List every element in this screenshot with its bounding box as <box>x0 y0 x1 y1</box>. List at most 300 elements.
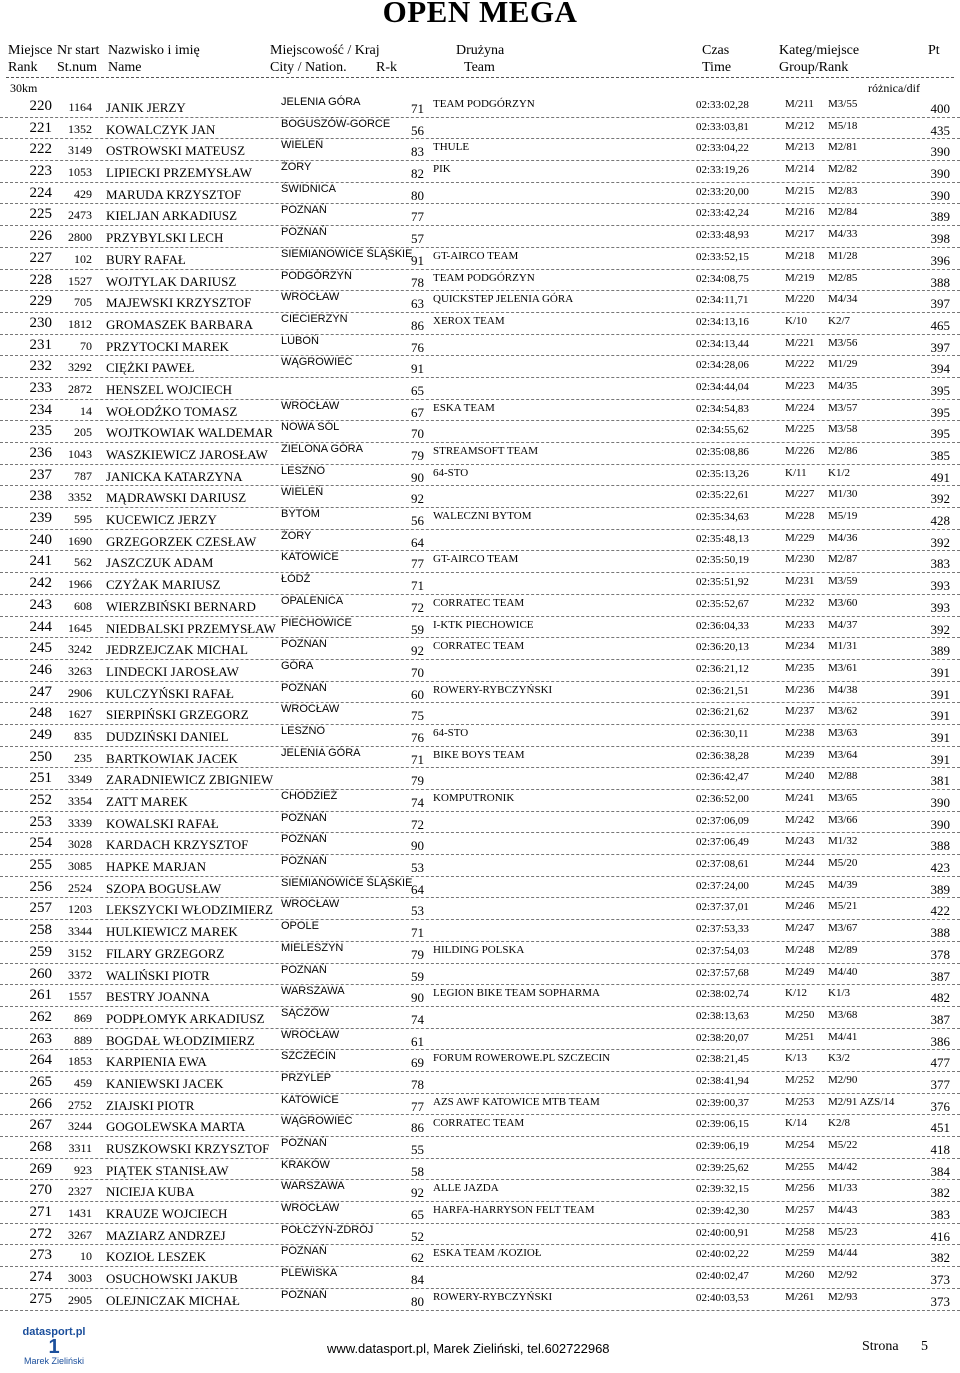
birth-year-cell: 83 <box>411 144 424 160</box>
points-cell: 451 <box>930 1120 950 1136</box>
start-number-cell: 3149 <box>68 143 92 158</box>
footer-site: www.datasport.pl, Marek Zieliński, tel.602722968 <box>327 1341 610 1356</box>
group-rank-cell: M2/84 <box>828 206 858 219</box>
name-cell: PIĄTEK STANISŁAW <box>106 1162 229 1178</box>
page-title: OPEN MEGA <box>382 0 578 29</box>
rank-cell: 244 <box>29 618 52 635</box>
start-number-cell: 2524 <box>68 880 92 895</box>
header-team-en: Team <box>464 60 495 75</box>
group-rank-cell: K2/7 <box>828 314 850 327</box>
start-number-cell: 1043 <box>68 447 92 461</box>
time-cell: 02:40:02,22 <box>696 1248 749 1261</box>
birth-year-cell: 78 <box>411 1076 424 1092</box>
category-cell: M/212 <box>785 119 815 132</box>
category-cell: M/222 <box>785 358 815 371</box>
start-number-cell: 1627 <box>68 707 92 722</box>
team-cell: XEROX TEAM <box>433 314 505 327</box>
team-cell: KOMPUTRONIK <box>433 792 515 804</box>
category-cell: M/260 <box>785 1269 815 1282</box>
birth-year-cell: 62 <box>411 1250 424 1266</box>
start-number-cell: 1966 <box>68 577 92 592</box>
category-cell: M/224 <box>785 401 815 414</box>
city-cell: OPOLE <box>281 920 319 933</box>
category-cell: M/252 <box>785 1073 815 1086</box>
team-cell: WALECZNI BYTOM <box>433 510 532 523</box>
rank-cell: 232 <box>29 358 52 375</box>
name-cell: GROMASZEK BARBARA <box>106 316 253 332</box>
points-cell: 383 <box>930 556 950 572</box>
time-cell: 02:40:00,91 <box>696 1226 749 1239</box>
birth-year-cell: 56 <box>411 122 424 138</box>
category-cell: M/239 <box>785 748 815 761</box>
start-number-cell: 3085 <box>68 859 92 874</box>
team-cell: ALLE JAZDA <box>433 1182 499 1195</box>
birth-year-cell: 77 <box>411 556 424 572</box>
city-cell: SIEMIANOWICE ŚLĄSKIE <box>281 876 413 889</box>
time-cell: 02:33:19,26 <box>696 164 749 177</box>
category-cell: M/246 <box>785 900 815 913</box>
name-cell: KARPIENIA EWA <box>106 1054 207 1070</box>
name-cell: WASZKIEWICZ JAROSŁAW <box>106 447 268 462</box>
city-cell: JELENIA GÓRA <box>281 746 361 759</box>
time-cell: 02:33:42,24 <box>696 207 749 220</box>
rank-cell: 251 <box>29 770 52 787</box>
time-cell: 02:33:52,15 <box>696 250 749 263</box>
city-cell: BYTOM <box>281 508 320 521</box>
table-row <box>0 1050 960 1072</box>
group-rank-cell: M3/60 <box>828 596 858 609</box>
team-cell: I-KTK PIECHOWICE <box>433 618 534 631</box>
start-number-cell: 923 <box>74 1162 92 1177</box>
name-cell: OLEJNICZAK MICHAŁ <box>106 1292 240 1308</box>
header-time-pl: Czas <box>702 43 730 58</box>
table-row <box>0 161 960 183</box>
time-cell: 02:35:52,67 <box>696 597 749 610</box>
rank-cell: 271 <box>29 1204 52 1221</box>
name-cell: BARTKOWIAK JACEK <box>106 750 238 766</box>
category-cell: M/232 <box>785 596 815 609</box>
birth-year-cell: 64 <box>411 534 424 550</box>
table-row <box>0 1029 960 1051</box>
points-cell: 400 <box>930 101 950 116</box>
rank-cell: 252 <box>29 792 52 808</box>
birth-year-cell: 59 <box>411 621 424 637</box>
header-pt: Pt <box>928 43 940 58</box>
name-cell: JASZCZUK ADAM <box>106 555 214 571</box>
group-rank-cell: M2/90 <box>828 1073 858 1086</box>
start-number-cell: 102 <box>74 251 92 266</box>
time-cell: 02:34:54,83 <box>696 402 749 415</box>
birth-year-cell: 71 <box>411 925 424 941</box>
time-cell: 02:35:34,63 <box>696 511 749 524</box>
rank-cell: 230 <box>29 314 52 331</box>
time-cell: 02:35:48,13 <box>696 532 749 545</box>
group-rank-cell: M2/93 <box>828 1290 858 1303</box>
table-row <box>0 898 960 920</box>
time-cell: 02:35:08,86 <box>696 446 749 458</box>
birth-year-cell: 91 <box>411 361 424 377</box>
group-rank-cell: M3/63 <box>828 726 858 739</box>
rank-cell: 272 <box>29 1225 52 1242</box>
category-cell: K/11 <box>785 466 807 479</box>
header-num-pl: Nr start <box>57 43 100 58</box>
points-cell: 383 <box>930 1207 950 1223</box>
category-cell: M/213 <box>785 141 815 154</box>
points-cell: 391 <box>930 686 950 702</box>
table-row <box>0 638 960 660</box>
header-cat-en: Group/Rank <box>779 60 849 75</box>
table-row <box>0 226 960 248</box>
start-number-cell: 1645 <box>68 620 92 635</box>
name-cell: SIERPIŃSKI GRZEGORZ <box>106 707 249 723</box>
time-cell: 02:39:06,15 <box>696 1118 749 1131</box>
points-cell: 465 <box>930 317 950 333</box>
category-cell: K/10 <box>785 314 807 327</box>
time-cell: 02:33:02,28 <box>696 99 749 111</box>
points-cell: 391 <box>930 708 950 724</box>
birth-year-cell: 72 <box>411 816 424 832</box>
time-cell: 02:33:48,93 <box>696 229 749 242</box>
city-cell: WROCŁAW <box>281 1202 340 1215</box>
start-number-cell: 1203 <box>68 902 92 917</box>
table-row <box>0 313 960 335</box>
time-cell: 02:37:54,03 <box>696 944 749 957</box>
team-cell: 64-STO <box>433 726 469 739</box>
points-cell: 416 <box>930 1228 950 1244</box>
table-row <box>0 703 960 725</box>
table-row <box>0 183 960 205</box>
table-row <box>0 378 960 400</box>
table-row <box>0 486 960 508</box>
rank-cell: 245 <box>29 640 52 657</box>
table-row <box>0 985 960 1007</box>
table-row <box>0 1224 960 1246</box>
name-cell: LIPIECKI PRZEMYSŁAW <box>106 165 252 181</box>
birth-year-cell: 76 <box>411 339 424 355</box>
team-cell: HARFA-HARRYSON FELT TEAM <box>433 1204 595 1217</box>
category-cell: M/223 <box>785 379 815 392</box>
team-cell: AZS AWF KATOWICE MTB TEAM <box>433 1095 600 1108</box>
points-cell: 397 <box>930 296 950 312</box>
time-cell: 02:34:55,62 <box>696 424 749 437</box>
start-number-cell: 2327 <box>68 1184 92 1199</box>
category-cell: M/216 <box>785 206 815 219</box>
header-rank-en: Rank <box>8 60 38 75</box>
group-rank-cell: K1/2 <box>828 466 850 479</box>
city-cell: GÓRA <box>281 659 314 672</box>
name-cell: ZARADNIEWICZ ZBIGNIEW <box>106 772 274 788</box>
points-cell: 388 <box>930 925 950 941</box>
table-row <box>0 96 960 118</box>
time-cell: 02:36:38,28 <box>696 749 749 762</box>
city-cell: ŚWIDNICA <box>281 182 336 195</box>
table-row <box>0 942 960 964</box>
time-cell: 02:40:03,53 <box>696 1291 749 1304</box>
points-cell: 373 <box>930 1272 950 1288</box>
start-number-cell: 70 <box>80 338 92 353</box>
name-cell: KUCEWICZ JERZY <box>106 512 217 528</box>
start-number-cell: 205 <box>74 425 92 440</box>
name-cell: JANICKA KATARZYNA <box>106 468 243 484</box>
rank-cell: 229 <box>29 293 52 310</box>
name-cell: WALIŃSKI PIOTR <box>106 967 210 983</box>
birth-year-cell: 90 <box>411 838 424 854</box>
birth-year-cell: 56 <box>411 513 424 529</box>
city-cell: PLEWISKA <box>281 1267 338 1280</box>
table-row <box>0 1072 960 1094</box>
city-cell: WĄGROWIEC <box>281 1115 353 1128</box>
rank-cell: 274 <box>29 1269 52 1286</box>
category-cell: M/261 <box>785 1290 815 1303</box>
category-cell: M/249 <box>785 965 815 978</box>
points-cell: 391 <box>930 664 950 680</box>
birth-year-cell: 91 <box>411 252 424 268</box>
rank-cell: 231 <box>29 336 52 353</box>
rank-cell: 240 <box>29 531 52 548</box>
points-cell: 422 <box>930 903 950 919</box>
points-cell: 390 <box>930 166 950 182</box>
time-cell: 02:39:32,15 <box>696 1183 749 1196</box>
rank-cell: 233 <box>29 379 52 396</box>
start-number-cell: 14 <box>80 403 92 418</box>
group-rank-cell: M3/61 <box>828 661 858 674</box>
birth-year-cell: 64 <box>411 881 424 897</box>
footer-page-label: Strona <box>862 1339 899 1354</box>
name-cell: ZATT MAREK <box>106 794 188 809</box>
rank-cell: 255 <box>29 857 52 874</box>
points-cell: 390 <box>930 187 950 203</box>
birth-year-cell: 71 <box>411 101 424 116</box>
team-cell: ESKA TEAM /KOZIOŁ <box>433 1247 542 1260</box>
city-cell: ŻORY <box>281 529 312 542</box>
category-cell: M/254 <box>785 1139 815 1151</box>
rank-cell: 247 <box>29 683 52 700</box>
group-rank-cell: K3/2 <box>828 1052 850 1065</box>
name-cell: LEKSZYCKI WŁODZIMIERZ <box>106 902 273 918</box>
group-rank-cell: M4/39 <box>828 878 858 891</box>
name-cell: WOŁODŹKO TOMASZ <box>106 403 238 419</box>
start-number-cell: 1690 <box>68 533 92 548</box>
city-cell: CHODZIEŻ <box>281 790 338 802</box>
start-number-cell: 3263 <box>68 663 92 678</box>
points-cell: 477 <box>930 1055 950 1071</box>
start-number-cell: 3244 <box>68 1119 92 1134</box>
city-cell: PRZYLEP <box>281 1071 332 1084</box>
start-number-cell: 1812 <box>68 316 92 331</box>
table-row <box>0 118 960 140</box>
birth-year-cell: 90 <box>411 469 424 485</box>
header-city-en: City / Nation. <box>270 60 347 75</box>
start-number-cell: 608 <box>74 598 92 613</box>
table-row <box>0 1267 960 1289</box>
city-cell: POZNAŃ <box>281 226 327 239</box>
table-row <box>0 1115 960 1137</box>
name-cell: GRZEGORZEK CZESŁAW <box>106 533 257 549</box>
start-number-cell: 235 <box>74 750 92 765</box>
city-cell: KATOWICE <box>281 551 339 564</box>
time-cell: 02:37:37,01 <box>696 901 749 914</box>
birth-year-cell: 79 <box>411 448 424 463</box>
name-cell: HENSZEL WOJCIECH <box>106 381 233 397</box>
group-rank-cell: M2/87 <box>828 553 858 566</box>
birth-year-cell: 58 <box>411 1163 424 1179</box>
time-cell: 02:37:08,61 <box>696 858 749 871</box>
team-cell: CORRATEC TEAM <box>433 1117 525 1130</box>
time-cell: 02:39:25,62 <box>696 1161 749 1174</box>
start-number-cell: 3344 <box>68 924 92 939</box>
points-cell: 377 <box>930 1076 950 1092</box>
name-cell: MARUDA KRZYSZTOF <box>106 186 242 202</box>
city-cell: ŁÓDŹ <box>281 573 311 586</box>
points-cell: 394 <box>930 361 950 377</box>
time-cell: 02:34:11,71 <box>696 294 749 307</box>
rank-cell: 269 <box>29 1160 52 1177</box>
name-cell: MAJEWSKI KRZYSZTOF <box>106 295 252 311</box>
birth-year-cell: 71 <box>411 578 424 594</box>
datasport-logo <box>20 1326 88 1370</box>
points-cell: 389 <box>930 881 950 897</box>
table-row <box>0 725 960 747</box>
team-cell: HILDING POLSKA <box>433 943 525 956</box>
table-row <box>0 421 960 443</box>
time-cell: 02:36:20,13 <box>696 641 749 654</box>
start-number-cell: 459 <box>74 1075 92 1090</box>
rank-cell: 267 <box>29 1117 52 1134</box>
group-rank-cell: M3/68 <box>828 1008 858 1021</box>
start-number-cell: 705 <box>74 295 92 310</box>
group-rank-cell: M3/59 <box>828 575 858 588</box>
category-cell: M/234 <box>785 640 815 653</box>
table-row <box>0 356 960 378</box>
name-cell: BESTRY JOANNA <box>106 989 210 1005</box>
category-cell: M/217 <box>785 228 815 241</box>
start-number-cell: 429 <box>74 186 92 201</box>
points-cell: 391 <box>930 751 950 767</box>
team-cell: TEAM PODGÓRZYN <box>433 98 535 110</box>
start-number-cell: 2872 <box>68 381 92 396</box>
birth-year-cell: 82 <box>411 166 424 182</box>
city-cell: WROCŁAW <box>281 291 340 304</box>
points-cell: 382 <box>930 1185 950 1201</box>
points-cell: 392 <box>930 491 950 507</box>
rank-cell: 239 <box>29 510 52 527</box>
start-number-cell: 3292 <box>68 360 92 375</box>
points-cell: 398 <box>930 231 950 247</box>
name-cell: BURY RAFAŁ <box>106 251 186 267</box>
time-cell: 02:37:57,68 <box>696 966 749 979</box>
name-cell: KOZIOŁ LESZEK <box>106 1249 207 1265</box>
table-row <box>0 812 960 834</box>
city-cell: WROCŁAW <box>281 898 340 911</box>
group-rank-cell: M2/92 <box>828 1269 858 1282</box>
time-cell: 02:35:13,26 <box>696 467 749 480</box>
points-cell: 384 <box>930 1163 950 1179</box>
group-rank-cell: M3/65 <box>828 792 858 804</box>
birth-year-cell: 69 <box>411 1055 424 1071</box>
category-cell: M/231 <box>785 575 815 588</box>
time-cell: 02:34:13,44 <box>696 337 749 350</box>
table-row <box>0 964 960 986</box>
table-row <box>0 877 960 899</box>
team-cell: QUICKSTEP JELENIA GÓRA <box>433 293 574 306</box>
group-rank-cell: M2/83 <box>828 184 858 197</box>
header-divider <box>6 77 954 78</box>
team-cell: CORRATEC TEAM <box>433 640 525 653</box>
time-cell: 02:36:21,51 <box>696 684 749 697</box>
city-cell: CIECIERZYN <box>281 312 348 325</box>
birth-year-cell: 60 <box>411 686 424 702</box>
points-cell: 382 <box>930 1250 950 1266</box>
group-rank-cell: M4/43 <box>828 1204 858 1217</box>
birth-year-cell: 92 <box>411 1185 424 1201</box>
birth-year-cell: 80 <box>411 1293 424 1309</box>
rank-cell: 227 <box>29 249 52 266</box>
table-row <box>0 617 960 639</box>
category-cell: M/226 <box>785 445 815 457</box>
results-table <box>0 96 960 1311</box>
category-cell: M/227 <box>785 488 815 501</box>
city-cell: WĄGROWIEC <box>281 356 353 369</box>
group-rank-cell: M2/85 <box>828 271 858 284</box>
logo-text-top: datasport.pl <box>22 1326 86 1338</box>
time-cell: 02:35:22,61 <box>696 489 749 502</box>
time-cell: 02:39:00,37 <box>696 1096 749 1109</box>
rank-cell: 250 <box>29 748 52 765</box>
category-cell: M/253 <box>785 1095 815 1108</box>
city-cell: WROCŁAW <box>281 1028 340 1041</box>
start-number-cell: 2906 <box>68 685 92 700</box>
name-cell: NICIEJA KUBA <box>106 1184 195 1200</box>
name-cell: FILARY GRZEGORZ <box>106 945 225 961</box>
time-cell: 02:36:52,00 <box>696 793 749 805</box>
rank-cell: 264 <box>29 1052 52 1069</box>
birth-year-cell: 65 <box>411 382 424 398</box>
group-rank-cell: K1/3 <box>828 987 850 1000</box>
birth-year-cell: 80 <box>411 187 424 203</box>
category-cell: M/221 <box>785 336 815 349</box>
city-cell: LUBOŃ <box>281 334 319 347</box>
group-rank-cell: M2/91 AZS/14 <box>828 1095 895 1108</box>
table-row <box>0 1202 960 1224</box>
points-cell: 491 <box>930 469 950 485</box>
birth-year-cell: 77 <box>411 1098 424 1114</box>
group-rank-cell: M1/30 <box>828 488 858 501</box>
table-row <box>0 747 960 769</box>
start-number-cell: 3372 <box>68 967 92 982</box>
start-number-cell: 1164 <box>68 100 92 114</box>
rank-cell: 258 <box>29 922 52 939</box>
team-cell: GT-AIRCO TEAM <box>433 249 519 262</box>
group-rank-cell: M2/82 <box>828 163 858 176</box>
points-cell: 393 <box>930 599 950 615</box>
points-cell: 391 <box>930 729 950 745</box>
group-rank-cell: M3/62 <box>828 705 858 718</box>
name-cell: RUSZKOWSKI KRZYSZTOF <box>106 1141 270 1156</box>
birth-year-cell: 61 <box>411 1033 424 1049</box>
logo-text-bottom: Marek Zieliński <box>23 1356 84 1366</box>
birth-year-cell: 67 <box>411 404 424 420</box>
header-name-pl: Nazwisko i imię <box>108 43 200 58</box>
start-number-cell: 3311 <box>68 1141 92 1155</box>
category-cell: M/258 <box>785 1225 815 1238</box>
time-cell: 02:38:41,94 <box>696 1074 749 1087</box>
start-number-cell: 835 <box>74 728 92 743</box>
start-number-cell: 787 <box>74 468 92 483</box>
group-rank-cell: M1/31 <box>828 640 858 653</box>
table-row <box>0 1289 960 1311</box>
name-cell: HAPKE MARJAN <box>106 859 207 875</box>
category-cell: M/244 <box>785 857 815 870</box>
